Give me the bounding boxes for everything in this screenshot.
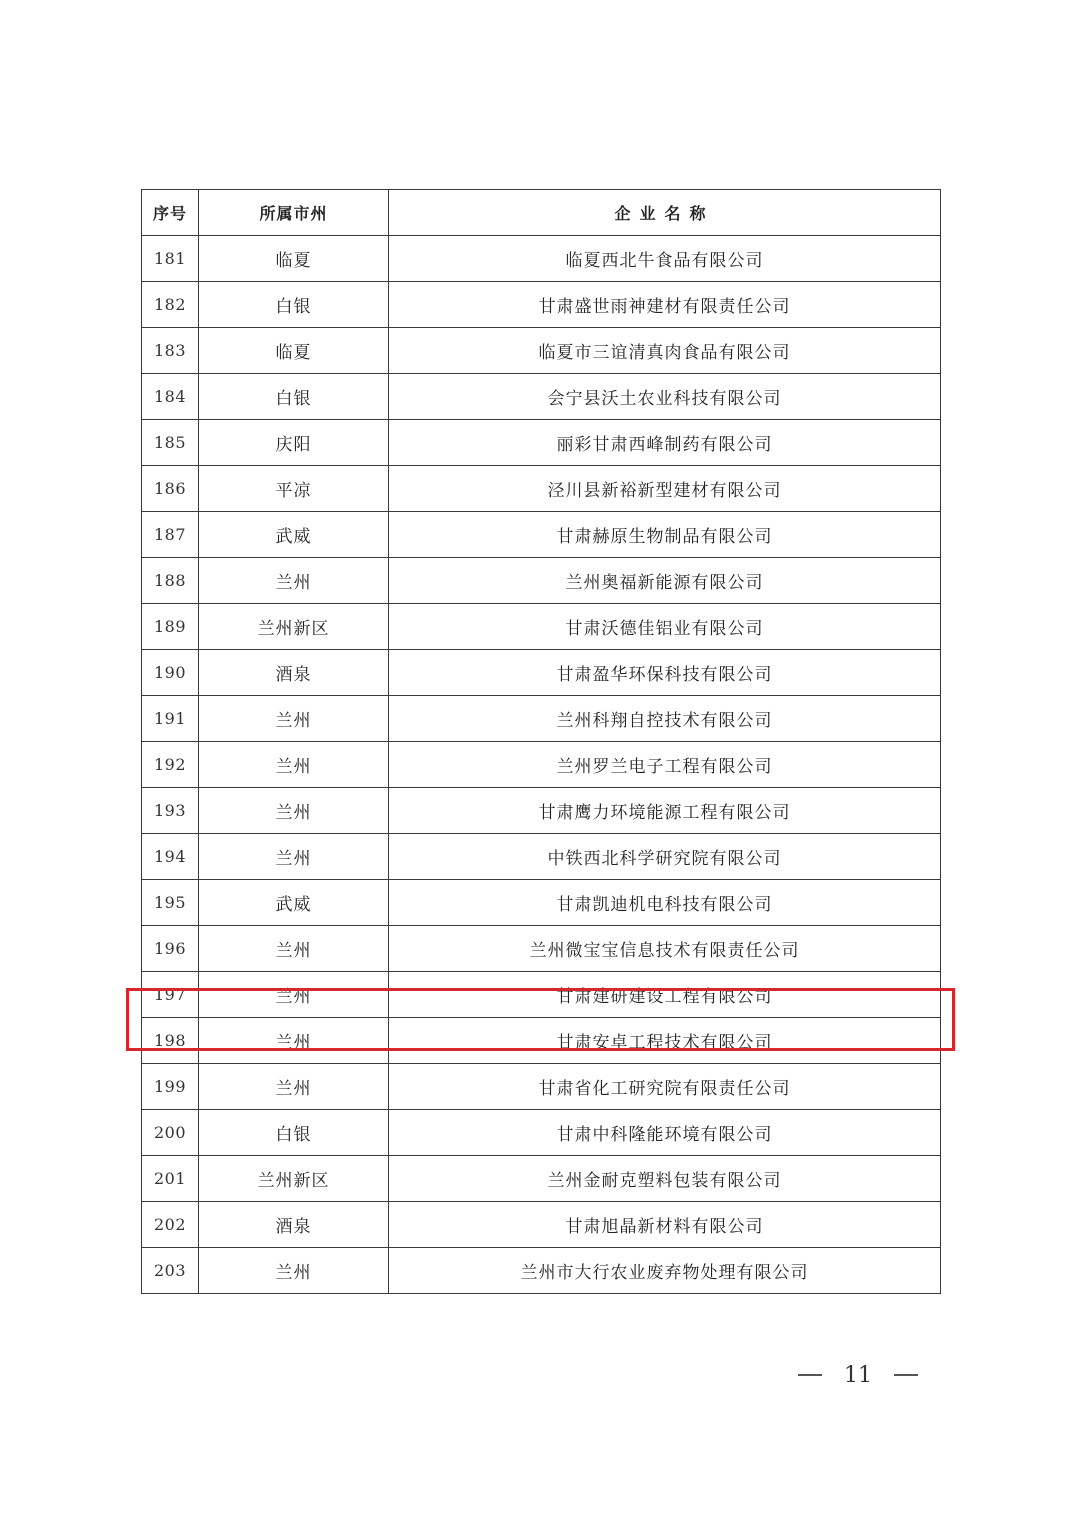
page-number-right-dash (894, 1374, 918, 1376)
table-row (142, 512, 941, 558)
cell-city: 庆阳 (199, 420, 389, 466)
cell-company-name: 甘肃盈华环保科技有限公司 (389, 650, 941, 696)
table-row (142, 1202, 941, 1248)
cell-company-name: 临夏西北牛食品有限公司 (389, 236, 941, 282)
table-row (142, 1064, 941, 1110)
cell-seq: 199 (142, 1064, 199, 1110)
cell-company-name: 甘肃建研建设工程有限公司 (389, 972, 941, 1018)
cell-company-name: 泾川县新裕新型建材有限公司 (389, 466, 941, 512)
cell-seq: 187 (142, 512, 199, 558)
table-row (142, 696, 941, 742)
cell-city: 武威 (199, 880, 389, 926)
table-row (142, 1110, 941, 1156)
cell-city: 兰州 (199, 1018, 389, 1064)
header-seq: 序号 (142, 190, 199, 236)
cell-company-name: 兰州金耐克塑料包装有限公司 (389, 1156, 941, 1202)
cell-company-name: 丽彩甘肃西峰制药有限公司 (389, 420, 941, 466)
table-row (142, 926, 941, 972)
header-city: 所属市州 (199, 190, 389, 236)
cell-seq: 184 (142, 374, 199, 420)
cell-city: 兰州 (199, 1064, 389, 1110)
table-row (142, 420, 941, 466)
cell-company-name: 甘肃凯迪机电科技有限公司 (389, 880, 941, 926)
cell-city: 白银 (199, 374, 389, 420)
cell-seq: 202 (142, 1202, 199, 1248)
cell-company-name: 甘肃沃德佳铝业有限公司 (389, 604, 941, 650)
cell-city: 兰州 (199, 1248, 389, 1294)
table-row (142, 650, 941, 696)
cell-company-name: 甘肃盛世雨神建材有限责任公司 (389, 282, 941, 328)
table-body (142, 236, 941, 1294)
cell-city: 临夏 (199, 236, 389, 282)
table-row (142, 788, 941, 834)
table-row (142, 1156, 941, 1202)
table-row (142, 558, 941, 604)
cell-seq: 197 (142, 972, 199, 1018)
cell-city: 兰州 (199, 926, 389, 972)
cell-city: 白银 (199, 282, 389, 328)
table-row (142, 374, 941, 420)
cell-company-name: 兰州奥福新能源有限公司 (389, 558, 941, 604)
page-number-value: 11 (844, 1362, 872, 1388)
cell-company-name: 甘肃鹰力环境能源工程有限公司 (389, 788, 941, 834)
header-company-name: 企业名称 (389, 190, 941, 236)
cell-seq: 182 (142, 282, 199, 328)
table-row (142, 466, 941, 512)
table-row (142, 1248, 941, 1294)
cell-company-name: 甘肃省化工研究院有限责任公司 (389, 1064, 941, 1110)
cell-company-name: 甘肃赫原生物制品有限公司 (389, 512, 941, 558)
cell-seq: 185 (142, 420, 199, 466)
table-row (142, 742, 941, 788)
table-row (142, 604, 941, 650)
cell-city: 武威 (199, 512, 389, 558)
cell-seq: 203 (142, 1248, 199, 1294)
table-row (142, 880, 941, 926)
cell-city: 白银 (199, 1110, 389, 1156)
cell-seq: 192 (142, 742, 199, 788)
cell-company-name: 兰州市大行农业废弃物处理有限公司 (389, 1248, 941, 1294)
cell-seq: 196 (142, 926, 199, 972)
table-row (142, 834, 941, 880)
company-list-table (141, 189, 941, 1294)
cell-company-name: 兰州科翔自控技术有限公司 (389, 696, 941, 742)
cell-seq: 201 (142, 1156, 199, 1202)
table-row (142, 236, 941, 282)
cell-seq: 193 (142, 788, 199, 834)
cell-city: 兰州 (199, 972, 389, 1018)
page-number-left-dash (798, 1374, 822, 1376)
table-row (142, 972, 941, 1018)
cell-seq: 200 (142, 1110, 199, 1156)
table-row (142, 282, 941, 328)
cell-city: 酒泉 (199, 1202, 389, 1248)
cell-company-name: 甘肃安卓工程技术有限公司 (389, 1018, 941, 1064)
cell-city: 兰州 (199, 788, 389, 834)
cell-city: 兰州新区 (199, 604, 389, 650)
cell-seq: 194 (142, 834, 199, 880)
cell-city: 兰州 (199, 558, 389, 604)
cell-city: 平凉 (199, 466, 389, 512)
cell-company-name: 兰州罗兰电子工程有限公司 (389, 742, 941, 788)
cell-city: 酒泉 (199, 650, 389, 696)
table-header-row (142, 190, 941, 236)
page-number (798, 1360, 918, 1390)
cell-city: 兰州 (199, 742, 389, 788)
cell-seq: 189 (142, 604, 199, 650)
cell-city: 兰州 (199, 834, 389, 880)
cell-city: 兰州 (199, 696, 389, 742)
cell-company-name: 甘肃中科隆能环境有限公司 (389, 1110, 941, 1156)
cell-seq: 181 (142, 236, 199, 282)
cell-seq: 190 (142, 650, 199, 696)
cell-seq: 186 (142, 466, 199, 512)
cell-company-name: 临夏市三谊清真肉食品有限公司 (389, 328, 941, 374)
table-row (142, 1018, 941, 1064)
cell-city: 临夏 (199, 328, 389, 374)
cell-company-name: 甘肃旭晶新材料有限公司 (389, 1202, 941, 1248)
cell-company-name: 会宁县沃土农业科技有限公司 (389, 374, 941, 420)
cell-seq: 183 (142, 328, 199, 374)
cell-seq: 188 (142, 558, 199, 604)
cell-seq: 195 (142, 880, 199, 926)
cell-seq: 198 (142, 1018, 199, 1064)
cell-company-name: 中铁西北科学研究院有限公司 (389, 834, 941, 880)
cell-city: 兰州新区 (199, 1156, 389, 1202)
cell-company-name: 兰州微宝宝信息技术有限责任公司 (389, 926, 941, 972)
table-row (142, 328, 941, 374)
cell-seq: 191 (142, 696, 199, 742)
